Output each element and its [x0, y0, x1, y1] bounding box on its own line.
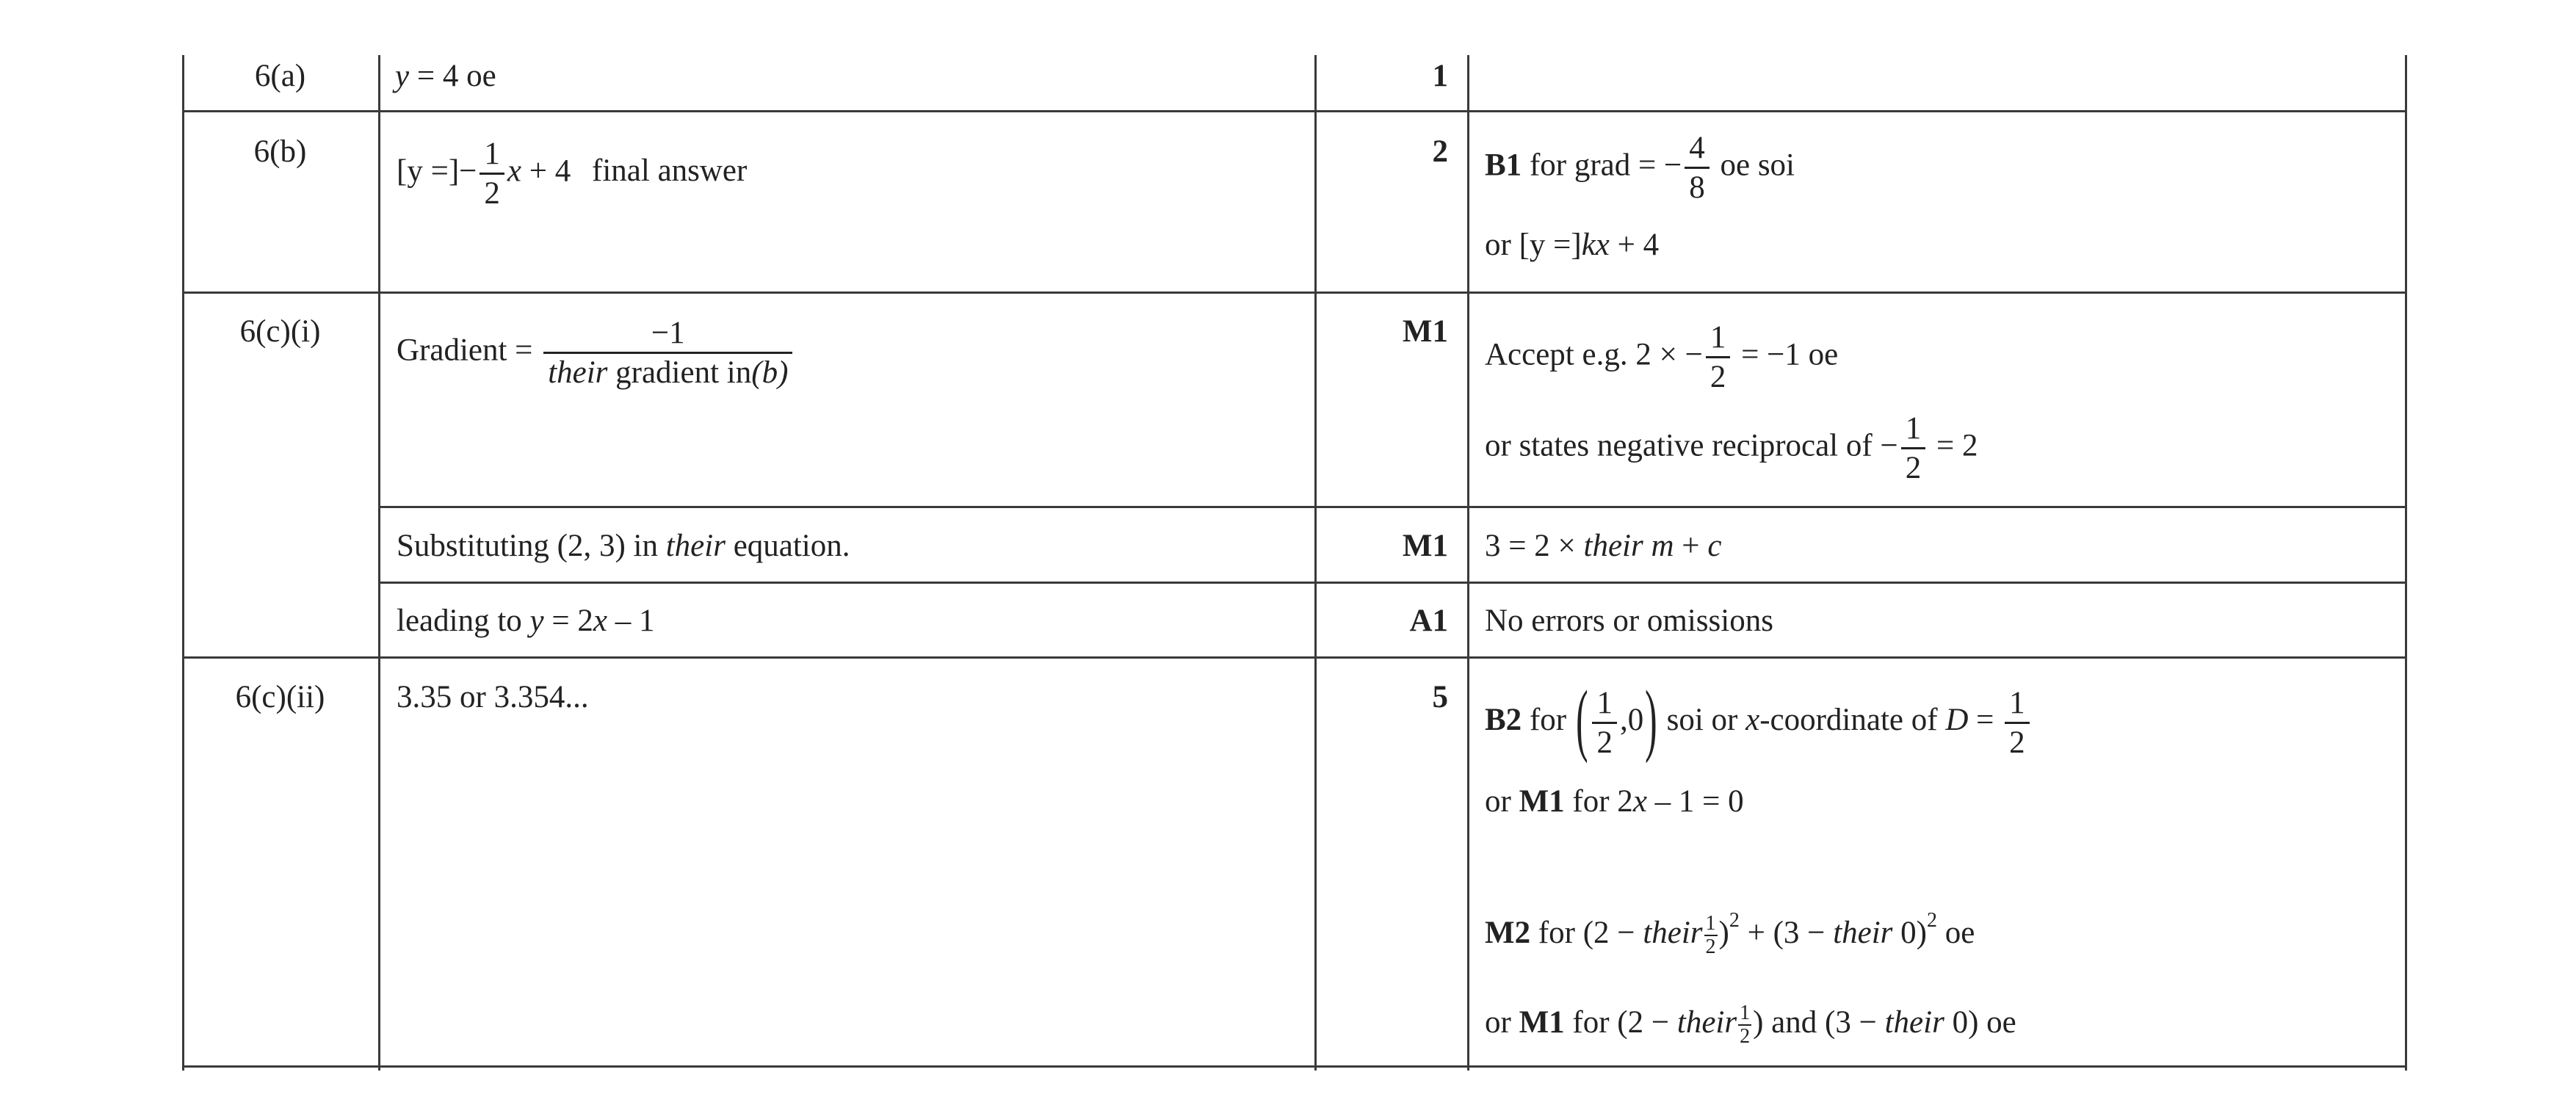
guidance-text: for 2 [1564, 784, 1633, 819]
row-divider [182, 656, 2407, 659]
mark-code: M2 [1485, 916, 1531, 950]
guidance-variable: c [1707, 529, 1722, 563]
guidance-text: for [1522, 702, 1574, 737]
fraction-denominator [543, 352, 792, 388]
fraction-numerator: 1 [1740, 1002, 1751, 1024]
final-answer-note: final answer [592, 153, 748, 189]
marks-cell: 2 [1432, 134, 1448, 169]
row-divider [182, 110, 2407, 112]
guidance-text: = 2 [1928, 428, 1978, 463]
answer-constant: + 4 [521, 153, 571, 189]
table-divider-answer [1314, 55, 1317, 1071]
guidance-line [1485, 1003, 2016, 1047]
question-number: 6(c)(ii) [235, 680, 325, 714]
guidance-text: + (3 − [1739, 916, 1834, 950]
answer-variable: x [507, 153, 521, 189]
guidance-text: + 4 [1609, 228, 1660, 262]
fraction [1704, 913, 1718, 957]
answer-variable: y [529, 604, 544, 638]
answer-text: Gradient = [397, 333, 541, 368]
guidance-text: oe soi [1712, 148, 1795, 183]
guidance-text: or states negative reciprocal of − [1485, 428, 1898, 463]
marks-cell: 5 [1432, 680, 1448, 714]
fraction-denominator: 2 [1901, 447, 1926, 484]
guidance-text: ) [1718, 916, 1729, 950]
marks-cell: M1 [1402, 314, 1448, 349]
answer-cell [397, 138, 747, 209]
their-text: their [1643, 916, 1703, 950]
question-number: 6(c)(i) [239, 314, 321, 349]
answer-cell [397, 530, 850, 562]
guidance-line [1485, 132, 1795, 203]
answer-variable: y [395, 59, 410, 93]
answer-text: – 1 [607, 604, 655, 638]
guidance-line: No errors or omissions [1485, 604, 1773, 638]
guidance-line [1485, 674, 2033, 764]
fraction [1901, 413, 1926, 484]
guidance-text: 0) [1892, 916, 1927, 950]
guidance-text: for (2 − [1530, 916, 1643, 950]
answer-text: leading to [397, 604, 530, 638]
exponent: 2 [1729, 909, 1740, 932]
fraction [2005, 687, 2030, 758]
guidance-text: – 1 = 0 [1646, 784, 1744, 819]
exponent: 2 [1926, 909, 1937, 932]
question-number: 6(b) [253, 134, 307, 169]
sub-row-divider [378, 582, 2407, 584]
fraction-denominator: 8 [1685, 167, 1710, 203]
guidance-text: soi or [1658, 702, 1746, 737]
their-text: their [548, 355, 608, 390]
table-border-bottom [182, 1065, 2407, 1068]
guidance-line [1485, 322, 1838, 393]
right-paren-icon: ) [1645, 674, 1657, 764]
marks-cell: A1 [1409, 604, 1448, 638]
fraction-denominator: 2 [1706, 356, 1731, 393]
table-divider-question [378, 55, 380, 1071]
marks-cell: M1 [1402, 529, 1448, 563]
answer-variable: x [593, 604, 607, 638]
guidance-variable: kx [1581, 228, 1610, 262]
guidance-text: = [1968, 702, 2002, 737]
mark-code: M1 [1519, 784, 1565, 819]
guidance-line [1485, 786, 1744, 817]
table-divider-marks [1467, 55, 1469, 1071]
fraction-numerator: 1 [1905, 411, 1922, 446]
fraction-numerator: 1 [1710, 320, 1726, 355]
fraction-numerator: 4 [1689, 131, 1705, 165]
guidance-text: ) and (3 − [1753, 1004, 1885, 1040]
fraction [480, 138, 504, 209]
guidance-variable: x [1745, 702, 1760, 737]
fraction [1738, 1003, 1751, 1047]
fraction-denominator: 2 [1592, 722, 1617, 758]
left-paren-icon: ( [1575, 674, 1588, 764]
guidance-text: + [1674, 529, 1708, 563]
fraction [1685, 132, 1710, 203]
answer-cell [395, 60, 496, 92]
guidance-text: oe [1936, 916, 1975, 950]
answer-text: = 4 oe [409, 59, 496, 93]
guidance-text: ,0 [1619, 702, 1644, 737]
guidance-text: [y =] [1519, 228, 1582, 262]
guidance-text: 0) oe [1944, 1004, 2016, 1040]
guidance-text: Accept e.g. 2 × − [1485, 337, 1703, 372]
answer-lead: [y =] [397, 153, 460, 189]
answer-minus: − [459, 153, 477, 189]
answer-text: Substituting (2, 3) in [397, 529, 666, 563]
table-border-right [2405, 55, 2407, 1071]
their-text: their [1833, 916, 1893, 950]
guidance-text: or [1485, 1004, 1519, 1040]
guidance-variable: x [1632, 784, 1647, 819]
answer-text: equation. [725, 529, 850, 563]
their-text: their [665, 529, 726, 563]
fraction [1592, 687, 1617, 758]
answer-cell [397, 317, 795, 388]
mark-code: B1 [1485, 148, 1522, 183]
guidance-text: or [1485, 228, 1519, 262]
guidance-line [1485, 413, 1978, 484]
their-text: their [1676, 1004, 1737, 1040]
fraction-numerator: 1 [484, 137, 500, 171]
fraction-denominator: 2 [480, 173, 504, 209]
fraction-numerator: 1 [1596, 685, 1613, 720]
answer-cell [397, 605, 654, 637]
table-border-left [182, 55, 184, 1071]
fraction-denominator: 2 [1740, 1025, 1751, 1048]
guidance-variable: D [1945, 702, 1969, 737]
denominator-text: gradient in [607, 355, 752, 390]
fraction-numerator: 1 [1705, 912, 1716, 935]
guidance-line [1485, 910, 1975, 957]
guidance-line [1485, 229, 1659, 261]
part-reference: (b) [751, 355, 789, 390]
guidance-text: or [1485, 784, 1519, 819]
fraction-denominator: 2 [2005, 722, 2030, 758]
guidance-text: 3 = 2 × [1485, 529, 1584, 563]
guidance-text: = −1 oe [1733, 337, 1839, 372]
their-text: their [1884, 1004, 1944, 1040]
marks-cell: 1 [1432, 59, 1448, 93]
guidance-text: for (2 − [1564, 1004, 1677, 1040]
fraction-numerator: −1 [651, 316, 685, 350]
row-divider [182, 291, 2407, 294]
guidance-text: -coordinate of [1759, 702, 1946, 737]
answer-cell: 3.35 or 3.354... [397, 680, 589, 714]
fraction [1706, 322, 1731, 393]
fraction-denominator: 2 [1705, 935, 1716, 959]
fraction-numerator: 1 [2009, 685, 2025, 720]
their-text: their m [1583, 529, 1674, 563]
fraction [543, 317, 792, 388]
sub-row-divider [378, 506, 2407, 508]
guidance-line [1485, 530, 1721, 562]
mark-code: M1 [1519, 1004, 1565, 1040]
answer-text: = 2 [543, 604, 593, 638]
mark-code: B2 [1485, 702, 1522, 737]
guidance-text: for grad = − [1522, 148, 1682, 183]
question-number: 6(a) [254, 59, 306, 93]
